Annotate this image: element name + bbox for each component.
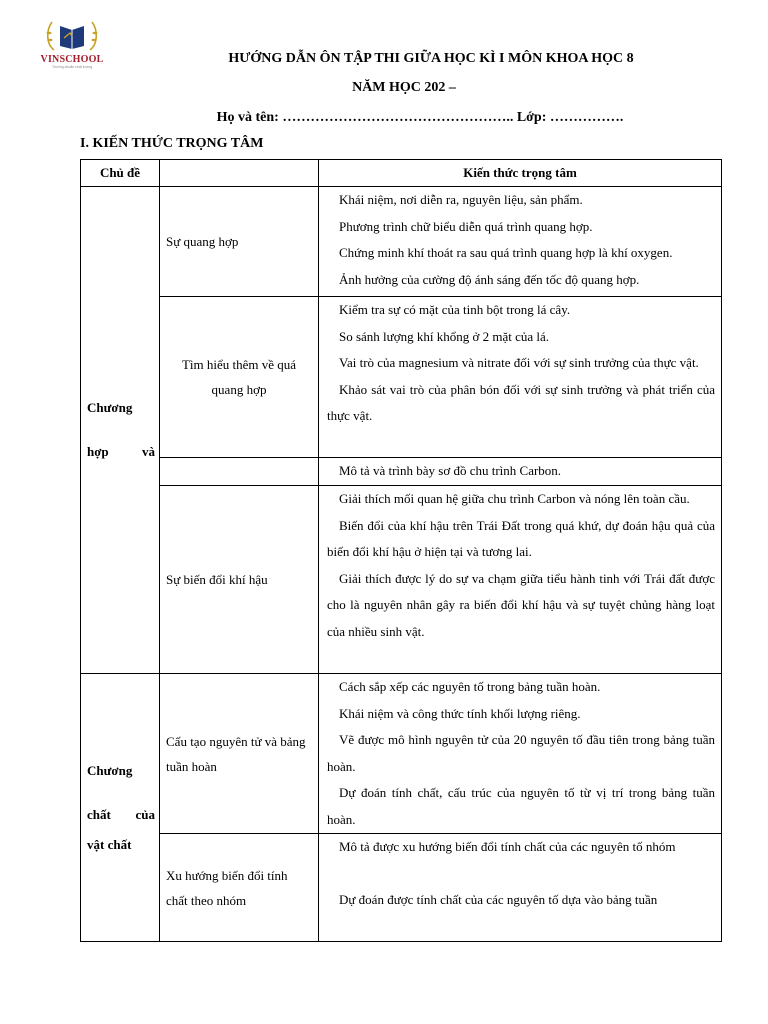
table-row xyxy=(81,297,722,458)
knowledge-cell xyxy=(319,834,722,942)
school-year: NĂM HỌC 202 – xyxy=(352,80,456,95)
table-row xyxy=(81,486,722,674)
chapter-2-cell xyxy=(81,674,160,942)
chapter-1-word: hợp xyxy=(87,444,109,459)
knowledge-item: Giải thích được lý do sự va chạm giữa tiểu hành tinh với Trái đất được cho là nguyên nhân gây ra biến đổi khí hậu và sự tuyệt chủng hàng loạt của nhiều sinh vật. xyxy=(327,570,715,639)
knowledge-item: Giải thích mối quan hệ giữa chu trình Carbon và nóng lên toàn cầu. xyxy=(339,491,690,506)
chapter-2-word: của xyxy=(135,806,155,822)
chapter-1-line2 xyxy=(87,444,159,460)
chapter-2-line3: vật chất xyxy=(87,836,132,852)
subtopic-cell: Tìm hiểu thêm về quá quang hợp xyxy=(160,297,319,458)
knowledge-item: Mô tả và trình bày sơ đồ chu trình Carbon. xyxy=(339,463,562,478)
subtopic-cell: Xu hướng biến đổi tính chất theo nhóm xyxy=(160,834,319,942)
chapter-2-line1: Chương xyxy=(87,762,133,778)
knowledge-item: Vẽ được mô hình nguyên tử của 20 nguyên tố đầu tiên trong bảng tuần hoàn. xyxy=(327,732,715,774)
table-row xyxy=(81,674,722,834)
knowledge-item: Dự đoán tính chất, cấu trúc của nguyên tố từ vị trí trong bảng tuần hoàn. xyxy=(327,785,715,827)
header-topic: Chủ đề xyxy=(81,160,160,187)
knowledge-item: Cách sắp xếp các nguyên tố trong bảng tuần hoàn. xyxy=(339,679,601,694)
student-info-line: Họ và tên: ………………………………………….. Lớp: ……………. xyxy=(216,110,624,125)
knowledge-item: Vai trò của magnesium và nitrate đối với sự sinh trưởng của thực vật. xyxy=(339,355,699,370)
knowledge-item: Biến đổi của khí hậu trên Trái Đất trong quá khứ, dự đoán hậu quả của biến đổi khí hậu ở hiện tại và tương lai. xyxy=(327,517,715,559)
chapter-1-word: và xyxy=(142,444,155,459)
table-row xyxy=(81,834,722,942)
chapter-1-line1: Chương xyxy=(87,400,133,415)
knowledge-item: Mô tả được xu hướng biến đổi tính chất của các nguyên tố nhóm xyxy=(339,839,676,854)
knowledge-cell xyxy=(319,674,722,834)
subtopic-cell: Sự biến đổi khí hậu xyxy=(160,486,319,674)
knowledge-cell xyxy=(319,486,722,674)
table-header-row xyxy=(81,160,722,187)
knowledge-item: Khái niệm, nơi diễn ra, nguyên liệu, sản phẩm. xyxy=(339,192,583,207)
document-title: HƯỚNG DẪN ÔN TẬP THI GIỮA HỌC KÌ I MÔN KHOA HỌC 8 xyxy=(228,51,634,66)
header-knowledge: Kiến thức trọng tâm xyxy=(319,160,722,187)
knowledge-item: Phương trình chữ biểu diễn quá trình quang hợp. xyxy=(339,218,593,234)
knowledge-item: Khảo sát vai trò của phân bón đối với sự sinh trưởng và phát triển của thực vật. xyxy=(327,381,715,423)
knowledge-cell xyxy=(319,458,722,486)
chapter-1-cell xyxy=(81,187,160,674)
table-row xyxy=(81,458,722,486)
section-heading: I. KIẾN THỨC TRỌNG TÂM xyxy=(80,136,264,151)
knowledge-item: So sánh lượng khí khổng ở 2 mặt của lá. xyxy=(339,328,549,344)
subtopic-cell: Sự quang hợp xyxy=(160,187,319,297)
knowledge-item: Chứng minh khí thoát ra sau quá trình quang hợp là khí oxygen. xyxy=(339,245,673,260)
knowledge-item: Ảnh hưởng của cường độ ánh sáng đến tốc độ quang hợp. xyxy=(339,271,640,287)
book-laurel-icon xyxy=(40,14,104,56)
knowledge-item: Kiểm tra sự có mặt của tinh bột trong lá cây. xyxy=(339,302,571,317)
subtopic-cell: Cấu tạo nguyên tử và bảng tuần hoàn xyxy=(160,674,319,834)
knowledge-item: Dự đoán được tính chất của các nguyên tố dựa vào bảng tuần xyxy=(339,891,658,907)
logo-text: VINSCHOOL xyxy=(40,54,104,65)
table-row xyxy=(81,187,722,297)
knowledge-item: Khái niệm và công thức tính khối lượng riêng. xyxy=(339,705,581,721)
knowledge-cell xyxy=(319,187,722,297)
knowledge-table xyxy=(80,159,722,942)
logo-subtext: Trường chuẩn chất lượng xyxy=(51,65,93,69)
chapter-2-line2 xyxy=(87,807,159,823)
chapter-2-word: chất xyxy=(87,806,111,822)
header-sub xyxy=(160,160,319,187)
knowledge-cell xyxy=(319,297,722,458)
subtopic-cell xyxy=(160,458,319,486)
